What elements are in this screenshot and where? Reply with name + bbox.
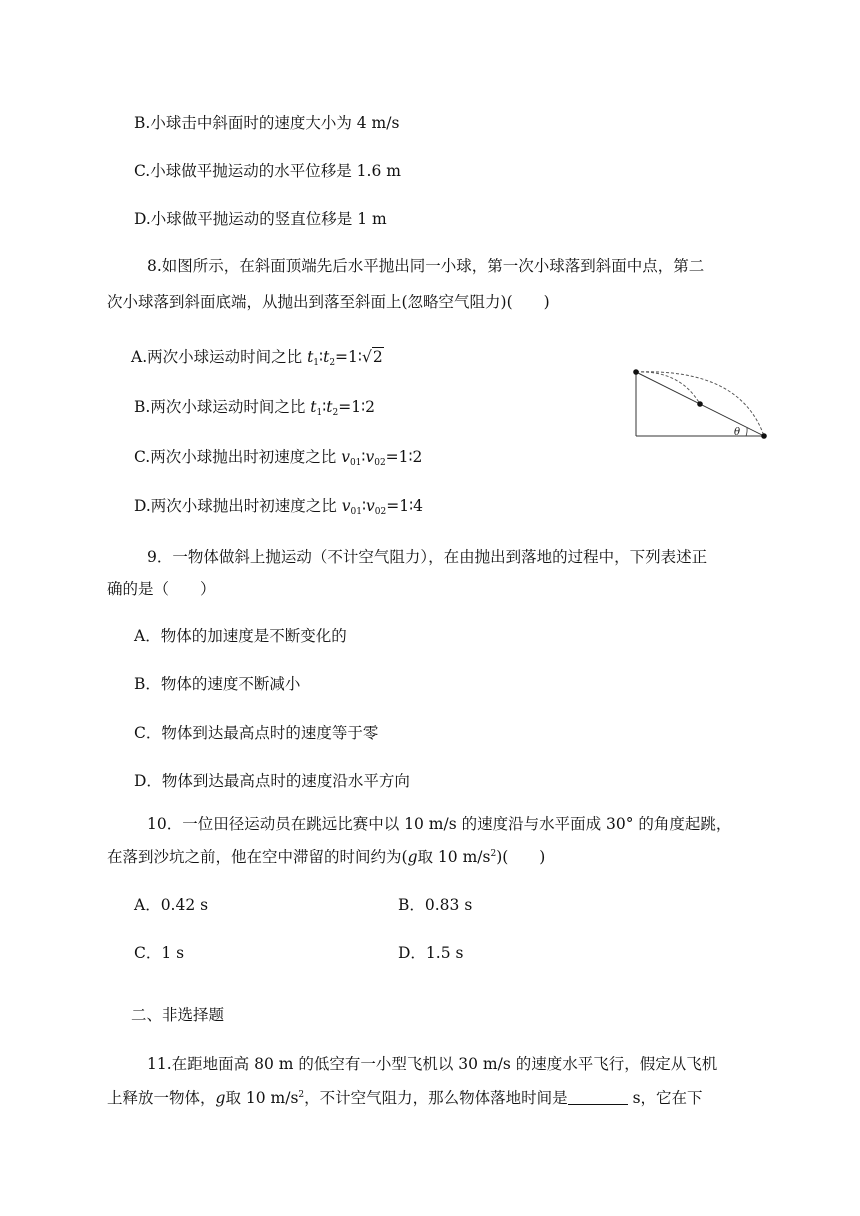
q8-stem-line1: 8.如图所示，在斜面顶端先后水平抛出同一小球，第一次小球落到斜面中点，第二 — [147, 257, 705, 275]
q11-stem-line2: 上释放一物体，g取 10 $m/s^2$，不计空气阻力，那么物体落地时间是 s，它在下 — [107, 1089, 703, 1107]
q9-option-b: B．物体的速度不断减小 — [134, 675, 301, 693]
q10-option-a: A．0.42 s — [134, 896, 209, 914]
q10-option-d: D．1.5 s — [398, 944, 464, 962]
q7-option-c: C.小球做平抛运动的水平位移是 1.6 m — [134, 162, 401, 180]
incline-projectile-figure — [630, 364, 770, 444]
q7-option-b: B.小球击中斜面时的速度大小为 4 m/s — [134, 114, 400, 132]
q8-option-b: B.两次小球运动时间之比 $t_1∶t_2=1∶2$ — [134, 398, 375, 418]
q8-option-a: A.两次小球运动时间之比 $t_1∶t_2=1∶√2$ — [131, 348, 383, 368]
angle-theta-label: θ — [734, 427, 741, 438]
q9-stem-line2: 确的是（ ） — [107, 580, 216, 598]
sqrt-symbol: √2 — [361, 348, 383, 366]
q8-option-c: C.两次小球抛出时初速度之比 $v_{01}∶v_{02}=1∶2$ — [134, 448, 423, 468]
q9-option-d: D．物体到达最高点时的速度沿水平方向 — [134, 772, 410, 790]
q10-stem-line1: 10．一位田径运动员在跳远比赛中以 10 m/s 的速度沿与水平面成 30° 的角度起跳， — [147, 815, 732, 833]
q10-stem-line2: 在落到沙坑之前，他在空中滞留的时间约为(g取 10 $m/s^2$)( ) — [107, 848, 546, 866]
q9-option-a: A．物体的加速度是不断变化的 — [134, 627, 347, 645]
q10-option-c: C．1 s — [134, 944, 185, 962]
ball-start — [633, 369, 639, 375]
q7-option-d: D.小球做平抛运动的竖直位移是 1 m — [134, 210, 387, 228]
q9-stem-line1: 9．一物体做斜上抛运动（不计空气阻力），在由抛出到落地的过程中，下列表述正 — [147, 548, 708, 566]
q8-stem-line2: 次小球落到斜面底端，从抛出到落至斜面上(忽略空气阻力)( ) — [107, 293, 550, 311]
q10-option-b: B．0.83 s — [398, 896, 473, 914]
q8-option-d: D.两次小球抛出时初速度之比 $v_{01}∶v_{02}=1∶4$ — [134, 497, 423, 517]
section-title: 二、非选择题 — [131, 1006, 225, 1024]
answer-blank[interactable] — [568, 1090, 628, 1105]
q11-stem-line1: 11.在距地面高 80 m 的低空有一小型飞机以 30 m/s 的速度水平飞行，假定从飞机 — [147, 1055, 718, 1073]
q9-option-c: C．物体到达最高点时的速度等于零 — [134, 724, 379, 742]
angle-arc — [746, 428, 747, 436]
ball-bottom — [761, 433, 767, 439]
ball-midpoint — [697, 401, 703, 407]
